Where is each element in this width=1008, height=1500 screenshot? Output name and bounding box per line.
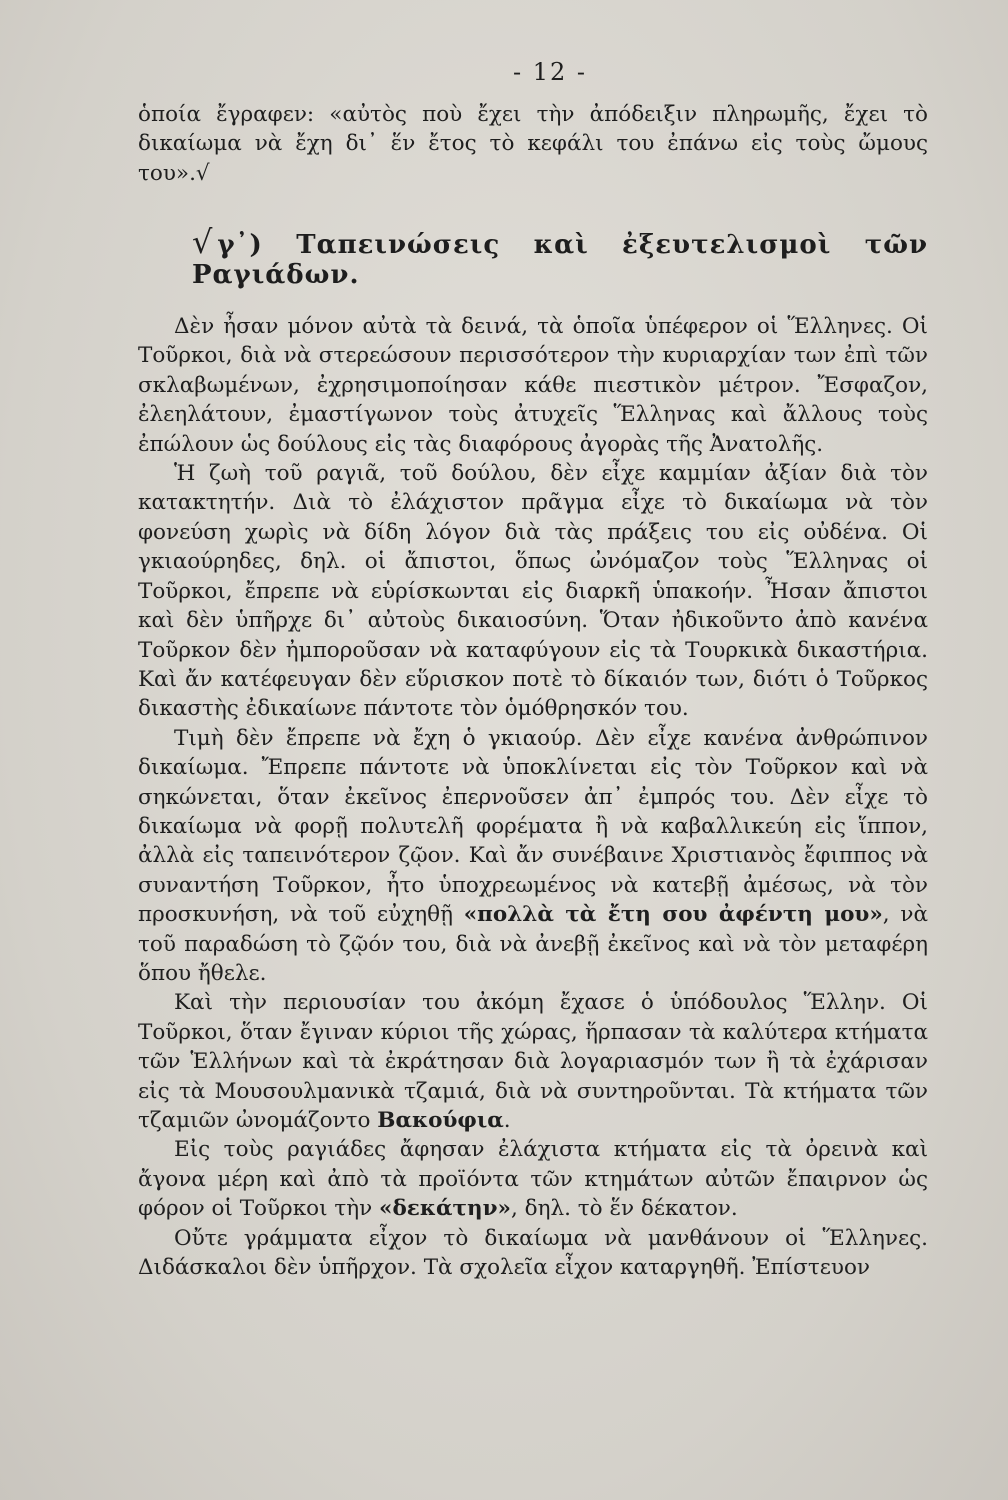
paragraph-6: Οὔτε γράμματα εἶχον τὸ δικαίωμα νὰ μανθάνουν οἱ Ἕλληνες. Διδάσκαλοι δὲν ὑπῆρχον. Τὰ σχολεῖα εἶχον καταργηθῆ. Ἐπίστευον <box>138 1225 928 1281</box>
paragraph-5-text-a: Εἰς τοὺς ραγιάδες ἄφησαν ἐλάχιστα κτήματα εἰς τὰ ὀρεινὰ καὶ ἄγονα μέρη καὶ ἀπὸ τὰ προϊόντα τῶν κτημάτων αὐτῶν ἔπαιρνον ὡς φόρον οἱ Τοῦρκοι τὴν <box>138 1137 928 1222</box>
check-mark-icon: √ <box>192 223 214 262</box>
section-heading <box>192 223 928 290</box>
paragraph-3-bold-phrase: «πολλὰ τὰ ἔτη σου ἀφέντη μου» <box>463 902 883 928</box>
paragraph-4-text-a: Καὶ τὴν περιουσίαν του ἀκόμη ἔχασε ὁ ὑπόδουλος Ἕλλην. Οἱ Τοῦρκοι, ὅταν ἔγιναν κύριοι τῆς χώρας, ἥρπασαν τὰ καλύτερα κτήματα τῶν Ἑλλήνων καὶ τὰ ἐκράτησαν διὰ λογαριασμόν των ἢ τὰ ἐχάρισαν εἰς τὰ Μουσουλμανικὰ τζαμιά, διὰ νὰ συντηροῦνται. Τὰ κτήματα τῶν τζαμιῶν ὠνομάζοντο <box>138 990 928 1133</box>
paragraph-4-bold-term: Βακούφια <box>377 1108 504 1133</box>
paragraph-continuation: ὁποία ἔγραφεν: «αὐτὸς ποὺ ἔχει τὴν ἀπόδειξιν πληρωμῆς, ἔχει τὸ δικαίωμα νὰ ἔχη δι᾽ ἕν ἔτος τὸ κεφάλι του ἐπάνω εἰς τοὺς ὤμους του».√ <box>138 102 928 186</box>
page-text <box>138 100 928 1282</box>
section-heading-text: γ᾽) Ταπεινώσεις καὶ ἐξευτελισμοὶ τῶν Ραγιάδων. <box>192 230 928 290</box>
page-number: - 12 - <box>512 58 587 86</box>
paragraph-3 <box>138 724 928 989</box>
paragraph-5-bold-term: «δεκάτην» <box>379 1196 511 1222</box>
paragraph-1: Δὲν ἦσαν μόνον αὐτὰ τὰ δεινά, τὰ ὁποῖα ὑπέφερον οἱ Ἕλληνες. Οἱ Τοῦρκοι, διὰ νὰ στερεώσουν περισσότερον τὴν κυριαρχίαν των ἐπὶ τῶν σκλαβωμένων, ἐχρησιμοποίησαν κάθε πιεστικὸν μέτρον. Ἔσφαζον, ἐλεηλάτουν, ἐμαστίγωνον τοὺς ἀτυχεῖς Ἕλληνας καὶ ἄλλους τοὺς ἐπώλουν ὡς δούλους εἰς τὰς διαφόρους ἀγορὰς τῆς Ἀνατολῆς. <box>138 314 928 457</box>
paragraph-4 <box>138 988 928 1135</box>
paragraph-3-text-c: , νὰ τοῦ παραδώση τὸ ζῷόν του, διὰ νὰ ἀνεβῇ ἐκεῖνος καὶ νὰ τὸν μεταφέρη ὅπου ἤθελε. <box>138 902 928 986</box>
paragraph-5-text-c: , δηλ. τὸ ἕν δέκατον. <box>510 1196 738 1222</box>
paragraph-2: Ἡ ζωὴ τοῦ ραγιᾶ, τοῦ δούλου, δὲν εἶχε καμμίαν ἀξίαν διὰ τὸν κατακτητήν. Διὰ τὸ ἐλάχιστον πρᾶγμα εἶχε τὸ δικαίωμα νὰ τὸν φονεύση χωρὶς νὰ δίδη λόγον διὰ τὰς πράξεις του εἰς οὐδένα. Οἱ γκιαούρηδες, δηλ. οἱ ἄπιστοι, ὅπως ὠνόμαζον τοὺς Ἕλληνας οἱ Τοῦρκοι, ἔπρεπε νὰ εὑρίσκωνται εἰς διαρκῆ ὑπακοήν. Ἦσαν ἄπιστοι καὶ δὲν ὑπῆρχε δι᾽ αὐτοὺς δικαιοσύνη. Ὅταν ἠδικοῦντο ἀπὸ κανένα Τοῦρκον δὲν ἠμποροῦσαν νὰ καταφύγουν εἰς τὰ Τουρκικὰ δικαστήρια. Καὶ ἄν κατέφευγαν δὲν εὕρισκον ποτὲ τὸ δίκαιόν των, διότι ὁ Τοῦρκος δικαστὴς ἐδικαίωνε πάντοτε τὸν ὁμόθρησκόν του. <box>138 461 928 722</box>
paragraph-4-text-c: . <box>503 1108 511 1133</box>
paragraph-5 <box>138 1135 928 1223</box>
paragraph-3-text-a: Τιμὴ δὲν ἔπρεπε νὰ ἔχη ὁ γκιαούρ. Δὲν εἶχε κανένα ἀνθρώπινον δικαίωμα. Ἔπρεπε πάντοτε νὰ ὑποκλίνεται εἰς τὸν Τοῦρκον καὶ νὰ σηκώνεται, ὅταν ἐκεῖνος ἐπερνοῦσεν ἀπ᾽ ἐμπρός του. Δὲν εἶχε τὸ δικαίωμα νὰ φορῇ πολυτελῆ φορέματα ἢ νὰ καβαλλικεύη εἰς ἵππον, ἀλλὰ εἰς ταπεινότερον ζῷον. Καὶ ἄν συνέβαινε Χριστιανὸς ἔφιππος νὰ συναντήση Τοῦρκον, ἦτο ὑποχρεωμένος νὰ κατεβῇ ἀμέσως, νὰ τὸν προσκυνήση, νὰ τοῦ εὐχηθῇ <box>138 725 928 928</box>
